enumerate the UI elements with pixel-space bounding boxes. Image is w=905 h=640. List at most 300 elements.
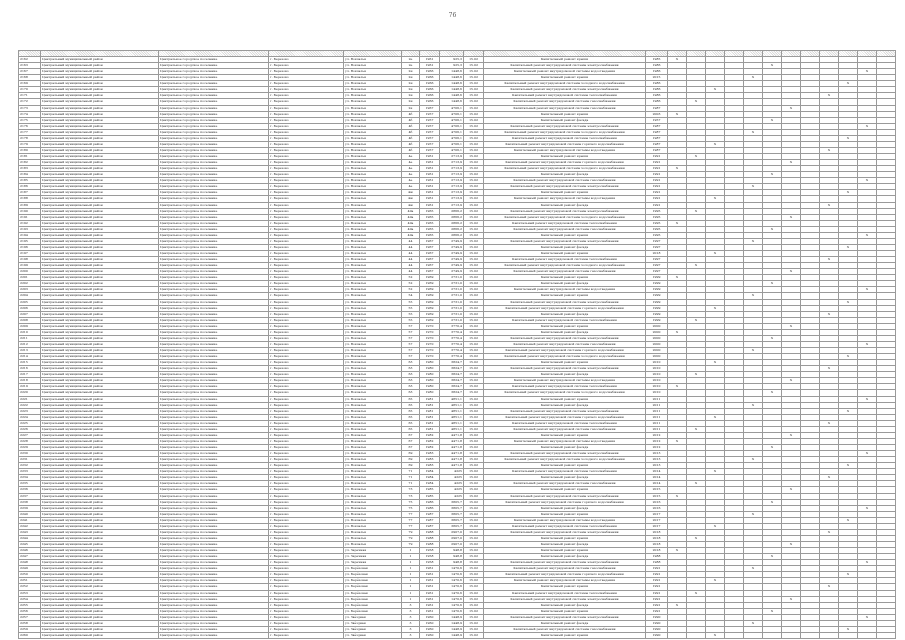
check-cell: X [687,535,706,541]
table-cell: 1987 [646,129,668,135]
table-cell: 3824,7 [440,360,464,366]
table-cell: г. Березово [269,251,344,257]
check-cell: X [763,608,782,614]
table-cell: ул. Берёзовая [344,584,402,590]
table-cell: 2202 [19,281,41,287]
table-cell: 63 [402,390,420,396]
table-cell: Капитальный ремонт фасада [484,311,646,317]
table-cell: 1984 [420,475,440,481]
table-cell: 1987 [646,141,668,147]
check-cell: X [668,220,687,226]
table-cell: 2011 [646,408,668,414]
table-cell: Центральное городское поселение [159,432,269,438]
table-cell: 2713,9 [440,190,464,196]
table-cell: Центральный муниципальный район [41,214,159,220]
table-cell: г. Березово [269,166,344,172]
table-cell: г. Березово [269,105,344,111]
table-cell: Центральное городское поселение [159,620,269,626]
check-cell: X [744,511,763,517]
table-cell: ул. Вокзалья [344,251,402,257]
table-cell: 1980 [420,378,440,384]
table-cell: 2201 [19,275,41,281]
table-cell: 2218 [19,378,41,384]
table-cell: г. Березово [269,275,344,281]
table-cell: 1983 [420,463,440,469]
table-cell: 2731,0 [440,317,464,323]
table-cell: 2193 [19,226,41,232]
table-cell: Центральное городское поселение [159,511,269,517]
table-cell: Центральное городское поселение [159,57,269,63]
check-cell: X [839,463,858,469]
table-cell: 4е [402,184,420,190]
table-cell: 1990 [646,626,668,632]
table-cell: 4471,8 [440,463,464,469]
table-cell: 4851,1 [440,396,464,402]
table-cell: Центральный муниципальный район [41,348,159,354]
table-cell: Центральный муниципальный район [41,293,159,299]
table-cell: 65 [402,402,420,408]
table-cell: 2017 [646,517,668,523]
table-cell: ул. Вокзалья [344,378,402,384]
table-cell: 15.02 [464,590,484,596]
table-cell: 44 [402,244,420,250]
table-cell: 1961 [420,57,440,63]
table-cell: 15.02 [464,554,484,560]
table-cell: Центральное городское поселение [159,93,269,99]
table-cell: ул. Вокзалья [344,360,402,366]
table-cell: 15.02 [464,360,484,366]
table-cell: 1967 [420,263,440,269]
table-cell: 40а [402,226,420,232]
table-cell: 2016 [646,505,668,511]
table-cell: Капитальный ремонт внутридомовой системы теплоснабжения [484,523,646,529]
table-cell: Центральное городское поселение [159,572,269,578]
table-cell: 2173 [19,105,41,111]
check-cell: X [858,123,877,129]
table-cell: ул. Вокзалья [344,438,402,444]
table-cell: Центральное городское поселение [159,160,269,166]
check-cell: X [706,196,725,202]
table-cell: 15.02 [464,317,484,323]
check-cell: X [839,408,858,414]
table-cell: г. Березово [269,632,344,638]
table-cell: 2010 [646,390,668,396]
table-cell: 1470,6 [440,608,464,614]
table-cell: Центральное городское поселение [159,481,269,487]
table-cell: 1448,9 [440,614,464,620]
table-cell: 15.02 [464,596,484,602]
table-cell: 15.02 [464,117,484,123]
table-cell: ул. Вокзалья [344,323,402,329]
table-cell: 15.02 [464,608,484,614]
table-cell: 2866,2 [440,220,464,226]
check-cell: X [858,69,877,75]
table-cell: Капитальный ремонт внутридомовой системы электроснабжения [484,614,646,620]
table-cell: 1988 [646,554,668,560]
table-cell: ул. Вокзалья [344,287,402,293]
table-cell: Центральное городское поселение [159,232,269,238]
check-cell: X [744,620,763,626]
table-cell: Центральный муниципальный район [41,608,159,614]
table-cell: Центральное городское поселение [159,378,269,384]
table-cell: 1986 [646,99,668,105]
table-cell: 2749,9 [440,263,464,269]
table-cell: ул. Вокзалья [344,366,402,372]
table-cell: 2209 [19,323,41,329]
table-cell: ул. Вокзалья [344,208,402,214]
table-cell: 1965 [420,214,440,220]
table-cell: 2192 [19,220,41,226]
check-cell: X [706,87,725,93]
check-cell [801,632,820,638]
table-cell: г. Березово [269,493,344,499]
table-cell: 15.02 [464,511,484,517]
table-cell: г. Березово [269,566,344,572]
table-cell: 15.02 [464,123,484,129]
table-cell: Капитальный ремонт внутридомовой системы горячего водоснабжения [484,572,646,578]
table-cell: г. Березово [269,572,344,578]
table-cell: Капитальный ремонт внутридомовой системы водоотведения [484,147,646,153]
table-cell: г. Березово [269,366,344,372]
table-cell: 1986 [420,499,440,505]
table-cell: 4е [402,160,420,166]
table-cell: Центральный муниципальный район [41,614,159,620]
table-cell: г. Березово [269,57,344,63]
table-cell: Центральный муниципальный район [41,469,159,475]
table-cell: 1961 [420,172,440,178]
table-cell: 4471,8 [440,451,464,457]
table-cell: 2015 [646,487,668,493]
table-cell: г. Березово [269,499,344,505]
table-cell: 55 [402,311,420,317]
table-cell: 2197 [19,251,41,257]
table-cell: 1981 [420,402,440,408]
check-cell: X [668,111,687,117]
table-cell: ул. Вокзалья [344,238,402,244]
table-cell: Капитальный ремонт внутридомовой системы водоотведения [484,517,646,523]
table-cell: 1961 [420,166,440,172]
table-cell: Капитальный ремонт фасада [484,554,646,560]
table-cell: г. Березово [269,99,344,105]
table-cell: 1 [402,560,420,566]
table-cell: Центральное городское поселение [159,590,269,596]
check-cell [744,632,763,638]
table-cell: ул. Вокзалья [344,123,402,129]
check-cell: X [820,147,839,153]
table-cell: 2017 [646,511,668,517]
table-cell: 2238 [19,499,41,505]
table-cell: 2221 [19,396,41,402]
check-cell [782,632,801,638]
table-cell: Капитальный ремонт крыши [484,608,646,614]
table-cell: 1997 [646,257,668,263]
table-cell: г. Березово [269,335,344,341]
table-cell: 2731,0 [440,311,464,317]
table-cell: 15.02 [464,548,484,554]
table-cell: 1961 [420,572,440,578]
table-cell: ул. Вокзалья [344,81,402,87]
table-cell: г. Березово [269,426,344,432]
table-cell: 55 [402,299,420,305]
table-cell: 54 [402,293,420,299]
table-cell: 3824,7 [440,378,464,384]
table-cell: 1970 [420,329,440,335]
table-cell: 15.02 [464,184,484,190]
table-cell: 1987 [420,511,440,517]
table-cell: 2и [402,93,420,99]
table-cell: Капитальный ремонт внутридомовой системы газоснабжения [484,426,646,432]
table-cell: 2713,9 [440,166,464,172]
table-cell: Капитальный ремонт внутридомовой системы холодного водоснабжения [484,81,646,87]
table-cell: Центральное городское поселение [159,566,269,572]
table-cell: 1965 [420,232,440,238]
table-cell: 69 [402,463,420,469]
table-cell: 925,3 [440,57,464,63]
table-cell: ул. Вокзалья [344,420,402,426]
table-cell: Центральный муниципальный район [41,414,159,420]
table-cell: 15.02 [464,469,484,475]
table-cell: Капитальный ремонт внутридомовой системы электроснабжения [484,299,646,305]
table-cell: 1969 [420,305,440,311]
table-cell: 3 [402,608,420,614]
table-cell: Капитальный ремонт внутридомовой системы газоснабжения [484,99,646,105]
table-cell: Капитальный ремонт фасада [484,281,646,287]
table-cell: 15.02 [464,69,484,75]
table-cell: Капитальный ремонт внутридомовой системы теплоснабжения [484,317,646,323]
table-cell: 1957 [420,147,440,153]
table-cell: Капитальный ремонт крыши [484,487,646,493]
table-cell: ул. Берёзовая [344,572,402,578]
table-cell: г. Березово [269,481,344,487]
table-cell: Центральный муниципальный район [41,317,159,323]
table-cell: 1986 [646,69,668,75]
table-cell: Центральное городское поселение [159,81,269,87]
table-cell: 4б [402,141,420,147]
table-cell: 2013 [646,463,668,469]
table-cell: 1961 [420,590,440,596]
table-cell: ул. Вокзалья [344,190,402,196]
table-cell: г. Березово [269,626,344,632]
table-cell: Капитальный ремонт крыши [484,463,646,469]
table-cell: 1957 [420,141,440,147]
table-cell: 15.02 [464,147,484,153]
table-cell: 1987 [420,517,440,523]
check-cell: X [687,317,706,323]
table-cell: 15.02 [464,402,484,408]
table-cell: 1470,6 [440,596,464,602]
table-cell: 2и [402,81,420,87]
table-cell: г. Березово [269,620,344,626]
table-cell: 1981 [420,414,440,420]
table-cell: Центральный муниципальный район [41,560,159,566]
table-cell: 2168 [19,75,41,81]
table-cell: 1991 [646,602,668,608]
table-cell: Центральный муниципальный район [41,626,159,632]
table-cell: 15.02 [464,178,484,184]
table-cell: Центральное городское поселение [159,69,269,75]
table-cell: 4851,1 [440,426,464,432]
table-cell: Центральное городское поселение [159,366,269,372]
table-cell: 1970 [420,341,440,347]
table-cell: 77 [402,511,420,517]
table-cell: Центральное городское поселение [159,517,269,523]
table-cell: 4851,1 [440,402,464,408]
table-cell: г. Березово [269,457,344,463]
table-cell: Центральный муниципальный район [41,535,159,541]
table-cell: 3770,4 [440,329,464,335]
table-cell: Центральный муниципальный район [41,299,159,305]
table-cell: г. Березово [269,196,344,202]
table-cell: Центральное городское поселение [159,269,269,275]
table-cell: 40а [402,220,420,226]
table-cell: ул. Вокзалья [344,505,402,511]
table-cell: 15.02 [464,105,484,111]
table-cell: 2248 [19,560,41,566]
check-cell: X [763,554,782,560]
table-cell: 1961 [420,566,440,572]
table-cell: 1966 [420,99,440,105]
table-cell: 1961 [420,602,440,608]
table-cell: 1986 [646,93,668,99]
table-cell: Центральный муниципальный район [41,481,159,487]
table-cell: 2237 [19,493,41,499]
table-cell: г. Березово [269,354,344,360]
table-cell: ул. Вокзалья [344,529,402,535]
table-cell: 2011 [646,414,668,420]
table-cell: 2260 [19,632,41,638]
table-cell: 2866,2 [440,208,464,214]
table-cell: 2000 [646,335,668,341]
table-cell: 2000 [646,323,668,329]
table-cell: 2243 [19,529,41,535]
table-cell: Капитальный ремонт крыши [484,535,646,541]
table-cell: 2224 [19,414,41,420]
check-cell: X [839,517,858,523]
check-cell: X [858,451,877,457]
table-cell: 4225 [440,493,464,499]
table-cell: Капитальный ремонт внутридомовой системы холодного водоснабжения [484,263,646,269]
table-cell: 4б [402,123,420,129]
table-cell: 2010 [646,366,668,372]
table-cell: Капитальный ремонт крыши [484,548,646,554]
table-cell: 15.02 [464,493,484,499]
table-cell: 2215 [19,360,41,366]
table-cell: 1982 [420,438,440,444]
table-cell: 1970 [420,354,440,360]
table-cell: г. Березово [269,614,344,620]
table-cell: Центральное городское поселение [159,499,269,505]
table-cell: 15.02 [464,323,484,329]
table-cell: Центральный муниципальный район [41,511,159,517]
check-cell: X [706,305,725,311]
table-cell: Центральное городское поселение [159,608,269,614]
table-cell: Центральное городское поселение [159,475,269,481]
check-cell: X [839,626,858,632]
table-cell: ул. Звёздная [344,632,402,638]
table-cell: Капитальный ремонт внутридомовой системы электроснабжения [484,184,646,190]
table-cell: Центральное городское поселение [159,529,269,535]
table-cell: ул. Звёздная [344,626,402,632]
table-cell: 2749,9 [440,238,464,244]
table-cell: ул. Вокзалья [344,463,402,469]
table-cell: 2174 [19,111,41,117]
table-cell: 15.02 [464,572,484,578]
table-cell: 1 [402,566,420,572]
table-cell: 2180 [19,147,41,153]
table-cell: Капитальный ремонт фасада [484,620,646,626]
table-cell: 3770,4 [440,348,464,354]
table-cell: 1961 [420,184,440,190]
check-cell: X [668,166,687,172]
table-cell: 1970 [420,348,440,354]
table-cell: 65 [402,408,420,414]
table-cell: 1969 [420,317,440,323]
table-cell: Центральный муниципальный район [41,244,159,250]
table-cell: Капитальный ремонт крыши [484,75,646,81]
table-cell: Центральное городское поселение [159,135,269,141]
table-cell: 1995 [646,232,668,238]
table-cell: Центральное городское поселение [159,196,269,202]
table-cell: 15.02 [464,311,484,317]
table-cell: 2247 [19,554,41,560]
table-cell: 15.02 [464,172,484,178]
table-cell: Центральный муниципальный район [41,554,159,560]
table-cell: г. Березово [269,608,344,614]
table-cell: 15.02 [464,57,484,63]
table-cell: 3805,7 [440,499,464,505]
table-cell: 4706,1 [440,111,464,117]
table-cell: 2191 [19,214,41,220]
table-cell: 2731,0 [440,293,464,299]
table-cell: г. Березово [269,560,344,566]
table-cell: Центральный муниципальный район [41,99,159,105]
table-cell: 2184 [19,172,41,178]
table-cell: ул. Вокзалья [344,329,402,335]
table-cell: Центральное городское поселение [159,463,269,469]
table-cell: Центральный муниципальный район [41,590,159,596]
table-cell: 1448,6 [440,87,464,93]
table-cell: 2230 [19,451,41,457]
table-cell: 15.02 [464,341,484,347]
table-cell: Центральное городское поселение [159,208,269,214]
table-cell: 2010 [646,372,668,378]
table-cell: 1961 [420,154,440,160]
table-cell: 4е [402,172,420,178]
table-cell: Капитальный ремонт внутридомовой системы электроснабжения [484,208,646,214]
table-cell: г. Березово [269,257,344,263]
table-cell: 15.02 [464,408,484,414]
table-cell: 1981 [420,408,440,414]
table-cell: г. Березово [269,281,344,287]
table-cell: Центральное городское поселение [159,438,269,444]
table-cell: г. Березово [269,360,344,366]
table-cell: Центральное городское поселение [159,147,269,153]
check-cell: X [820,311,839,317]
table-cell: 1 [402,590,420,596]
table-cell: Центральный муниципальный район [41,305,159,311]
table-cell: Центральный муниципальный район [41,341,159,347]
table-cell: 1961 [420,63,440,69]
table-cell: Центральное городское поселение [159,75,269,81]
table-cell: Центральный муниципальный район [41,596,159,602]
table-cell: Центральное городское поселение [159,305,269,311]
table-cell: Центральный муниципальный район [41,190,159,196]
table-cell: 2255 [19,602,41,608]
table-cell: 63 [402,372,420,378]
table-cell: Капитальный ремонт внутридомовой системы холодного водоснабжения [484,354,646,360]
table-cell: 1988 [420,535,440,541]
table-cell: 2169 [19,81,41,87]
